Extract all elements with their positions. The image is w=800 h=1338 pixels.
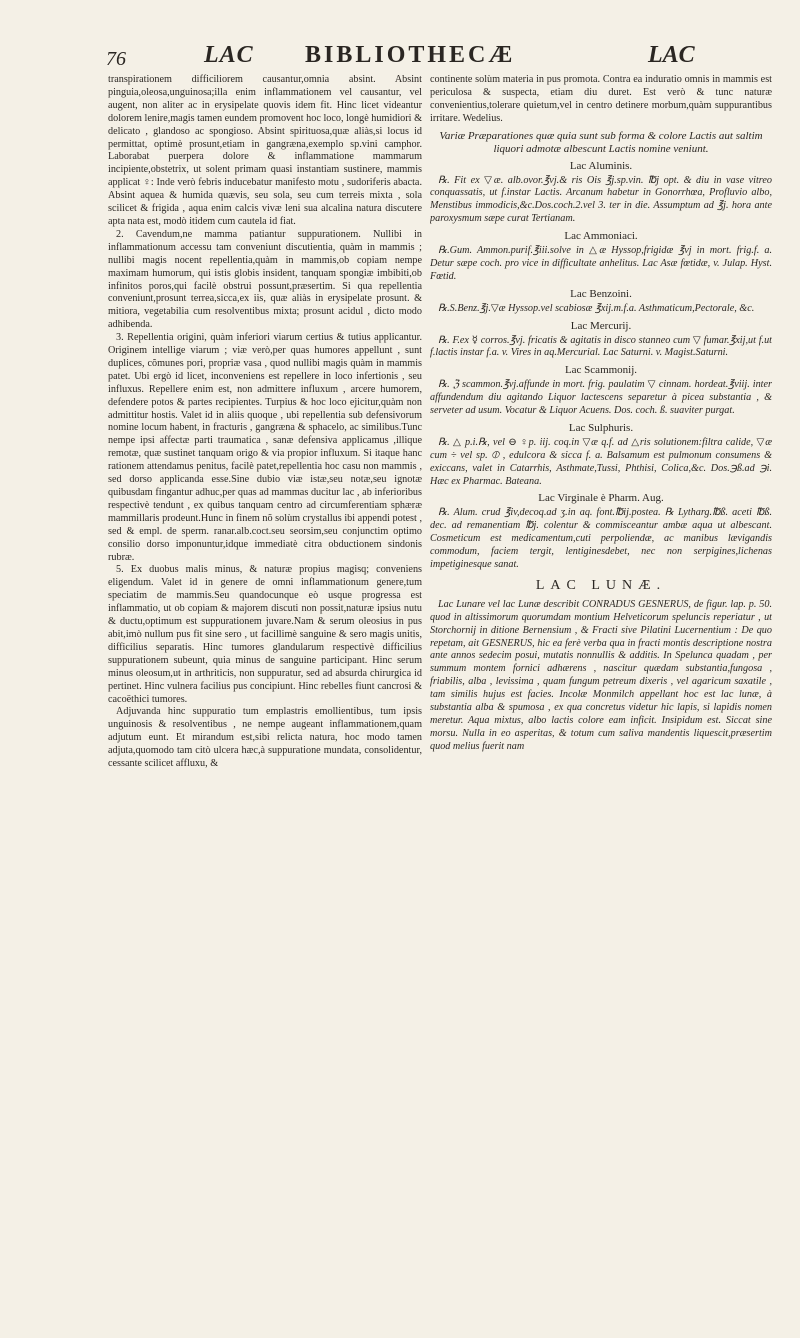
entry-text: ℞. Alum. crud ℥iv,decoq.ad ʒ.in aq. font.℔ij.postea. ℞ Lytharg.℔ß. aceti ℔ß. dec. ad remanentiam ℔j. colentur & commisceantur ambæ aqua ut albescant. Cosmeticum est medicamentum,cuti perpoliendæ, ac manibus lævigandis commodum, faciem tergit, lentiginesdebet, nec non serpigines,lichenas impetiginesque sanat.	[430, 507, 772, 570]
left-column	[108, 74, 422, 1234]
page-number: 76	[106, 48, 126, 70]
right-column	[430, 74, 772, 1234]
entry-text: ℞.S.Benz.℥j.▽æ Hyssop.vel scabiosæ ℥xij.m.f.a. Asthmaticum,Pectorale, &c.	[438, 302, 755, 314]
entry-title: Lac Ammoniaci.	[564, 230, 638, 243]
running-head-left-word: LAC	[204, 42, 254, 68]
running-head	[100, 42, 700, 72]
section-heading: Variæ Præparationes quæ quia sunt sub forma & colore Lactis aut saltim liquori admotæ albescunt Lactis nomine veniunt.	[439, 129, 763, 155]
entry-title: Lac Aluminis.	[569, 159, 633, 172]
left-paragraph: Adjuvanda hinc suppuratio tum emplastris emollientibus, tum ipsis unguinosis & resolventibus , ne nempe augeant inflammationem,quam adjutum eunt. Et mirandum est,sibi relicta natura, hoc modo tamen adjuta,quomodo tam citò ulcera hæc,à suppuratione mundata, consolidentur, cessante scilicet affluxu, &	[108, 706, 422, 770]
left-paragraph: 3. Repellentia origini, quàm inferiori viarum certius & tutius applicantur. Originem intellige viarum ; viæ verò,per quas humores appellunt , sunt duplices, cõmunes pori, propriæ vasa , quod nullibi magis quàm in mammis patet. Ubi ergò id licet, inconveniens est repellere in loco infertionis , seu influxus. Repellere enim est, non admittere influxum , arcere humorem, defendere potos & partes recipientes. Turpius & hoc loco ejicitur,quàm non admittitur hostis. Valet id in aliis quoque , ubi repellentia sub defensivorum nomine locum habent, in fracturis , gangræna & sphacelo, ac similibus.Tunc nempe ipsi affectæ parti traumatica , sanæ defensiva applicamus ,illique remotæ, quæ sustinet tanquam origo & via propior influxum. Si itaque hanc rationem attendamus penitus, facilè patet,repellentia hoc casu non mammis , sed dorso applicanda esse.Sine dubio viæ istæ,seu notæ,seu ignotæ quibusdam fingantur adhuc,per quas ad mammas ducitur lac , ab inferioribus respectivè tendunt , ex quibus tanquam centro ad circumferentiam sphæræ mammillaris prodeunt.Hunc in finem nõ solùm crystallus ibi appendi potest , sed & empl. de sperm. ranar.alb.coct.seu seorsim,seu conjunctim optimo consilio dorso imponuntur,idque immediatè citra obductionem sindonis rubræ.	[108, 332, 422, 563]
entry-title: Lac Benzoini.	[570, 287, 632, 300]
entry-title: Lac Sulphuris.	[568, 421, 634, 434]
entry-title: Lac Mercurij.	[570, 319, 632, 332]
lac-lunae-heading: LAC LUNÆ.	[535, 577, 667, 593]
entry-text: ℞. Fit ex ▽æ. alb.ovor.℥vj.& ris Ois ℥j.sp.vin. ℔j opt. & diu in vase vitreo conquassatis, ut f.instar Lactis. Arcanum habetur in Gonorrhœa, Profluvio albo, Menstibus immodicis,&c.Dos.coch.2.vel 3. ter in die. Assumptum ad ℥j. hora ante paroxysmum sæpe curat Tertianam.	[430, 174, 772, 225]
left-paragraph: transpirationem difficiliorem causantur,omnia absint. Absint pinguia,oleosa,unguinosa;illa enim inflammationem vel causantur, vel augent, non aliter ac in erysipelate quovis idem fit. Hinc licet videantur dolorem lenire,magis tamen eundem promovent hoc loco, longè humidiori & delicato , glandoso ac spongioso. Absint spirituosa,quæ aliàs,si locus id permittat, optimè prosunt,etiam in gangræna,exemplo sp.vini camphor. Laborabat puerpera dolore & inflammatione mammarum incipiente,obstetrix, ut solent primam quasi instantiam sustinere, mammis applicat ♀: Inde verò febris inducebatur manifesto motu , sudoriferis abacta. Absint aquea & humida quævis, seu sola, seu cum terreis mixta , sola scilicet & frigida , aqua enim calcis vivæ leni sua alcalina natura discutere apta nata est, modò itidem cum cautela id fiat.	[108, 74, 422, 227]
entry-text: ℞. F.ex ☿ corros.℥vj. fricatis & agitatis in disco stanneo cum ▽ fumar.℥xij,ut f.ut f.lactis instar f.a. v. Vires in aq.Mercurial. Lac Saturni. v. Magist.Saturni.	[430, 334, 772, 359]
lac-lunae-paragraph: Lac Lunare vel lac Lunæ describit CONRADUS GESNERUS, de figur. lap. p. 50. quod in altissimorum quorumdam montium Helveticorum speluncis reperiatur , ut Storchornij in ditione Bernensium , & Fracti sive Pilatini Lucernentium : De quo repetam, ait GESNERUS, hic ea ferè verba qua in fracti montis descriptione nostra ante annos sedecim posui, mutatis nonnullis & additis. In Spelunca quadam , per summum montem fornici adhærens , nascitur quædam substantia,fungosa , friabilis, alba , levissima , quam fungum petreum dixeris , vel agaricum saxatile , tam similis hujus est facies. Incolæ Monmilch appellant hoc est lac lunæ, à substantia alba & spumosa , ex qua concretus videtur hic lapis, si lapidis nomen meretur. Aqua mixtus, albo lactis colore eam inficit. Insipidum est. Siccat sine morsu. Nulla in eo asperitas, & totum cum saliva mandentis liquescit,præsertim quod melius fuerit nam	[430, 598, 772, 752]
right-intro-paragraph: continente solùm materia in pus promota. Contra ea induratio omnis in mammis est periculosa & suspecta, etiam diu duret. Est verò & tunc naturæ convenientius,tolerare quietum,vel in centro detinere morbum,quàm suppurantibus irritare. Wedelius.	[430, 74, 772, 124]
left-paragraph: 2. Cavendum,ne mamma patiantur suppurationem. Nullibi in inflammationum accessu tam conveniunt discutientia, quàm in mammis ; nullibi magis nocent repellentia,quàm in mammis,ob copiam nempe maximam humorum, qui istis globis insident, tanquam spongiæ imbibiti,ob infinitos poros,qui facilè obstrui possunt,præsertim. Si qua repellentia conveniunt,prosunt terrea,sicca,ex iis, quæ aliàs in erysipelate prosunt. & mitiora, vegetabilia cum resolventibus mixta; prosunt acidul , dicto modo adhibenda.	[108, 228, 422, 331]
running-head-title: BIBLIOTHECÆ	[305, 42, 516, 68]
entry-title: Lac Scammonij.	[564, 364, 638, 377]
left-paragraph: 5. Ex duobus malis minus, & naturæ propius magisq; conveniens eligendum. Valet id in genere de omni inflammationum genere,tum speciatim de mammis.Seu quandocunque eò usque progressa est inflammatio, ut ob copiam & majorem discuti non possit,naturæ ipsius nutu & ductu,optimum est suppurationem juvare.Nam & serum oleosius in pus abit,imò nullum pus fit sine sero , ut facillimè sanguine & sero magis unitis, difficilius separatis. Hinc tumores glandularum respectivè difficilius suppurationem subeunt, quia minus de sanguine participant. Hinc serum minus oleosum,ut in arthriticis, non suppuratur, sed ad absurda chirurgica id pertinet. Hinc vulnera facilius pus concipiunt. Hinc rebelles fiunt cancrosi & cacoëthici tumores.	[108, 564, 422, 705]
entry-title: Lac Virginale è Pharm. Aug.	[538, 492, 664, 505]
entry-text: ℞. △ p.i.℞, vel ⊖ ♀p. iij. coq.in ▽æ q.f. ad △ris solutionem:filtra calide, ▽æ cum ÷ vel sp. ⦶ , edulcora & sicca f. a. Balsamum est pulmonum consumens & exiccans, valet in Catarrhis, Asthmate,Tussi, Phthisi, Colica,&c. Dos.℈ß.ad ℈i. Hæc ex Pharmac. Bateana.	[430, 436, 772, 487]
entry-text: ℞. ℨ scammon.℥vj.affunde in mort. frig. paulatim ▽ cinnam. hordeat.℥viij. inter affundendum diu agitando Liquor lactescens separetur à picea substantia , & serveter ad usum. Vocatur & Liquor Acuens. Dos. coch. ß. suaviter purgat.	[430, 379, 772, 417]
running-head-right-word: LAC	[648, 42, 695, 68]
entry-text: ℞.Gum. Ammon.purif.℥iii.solve in △æ Hyssop,frigidæ ℥vj in mort. frig.f. a. Detur sæpe coch. pro vice in difficultate anhelitus. Lac Asæ fœtidæ, v. Julap. Hyst. Fœtid.	[430, 245, 772, 282]
